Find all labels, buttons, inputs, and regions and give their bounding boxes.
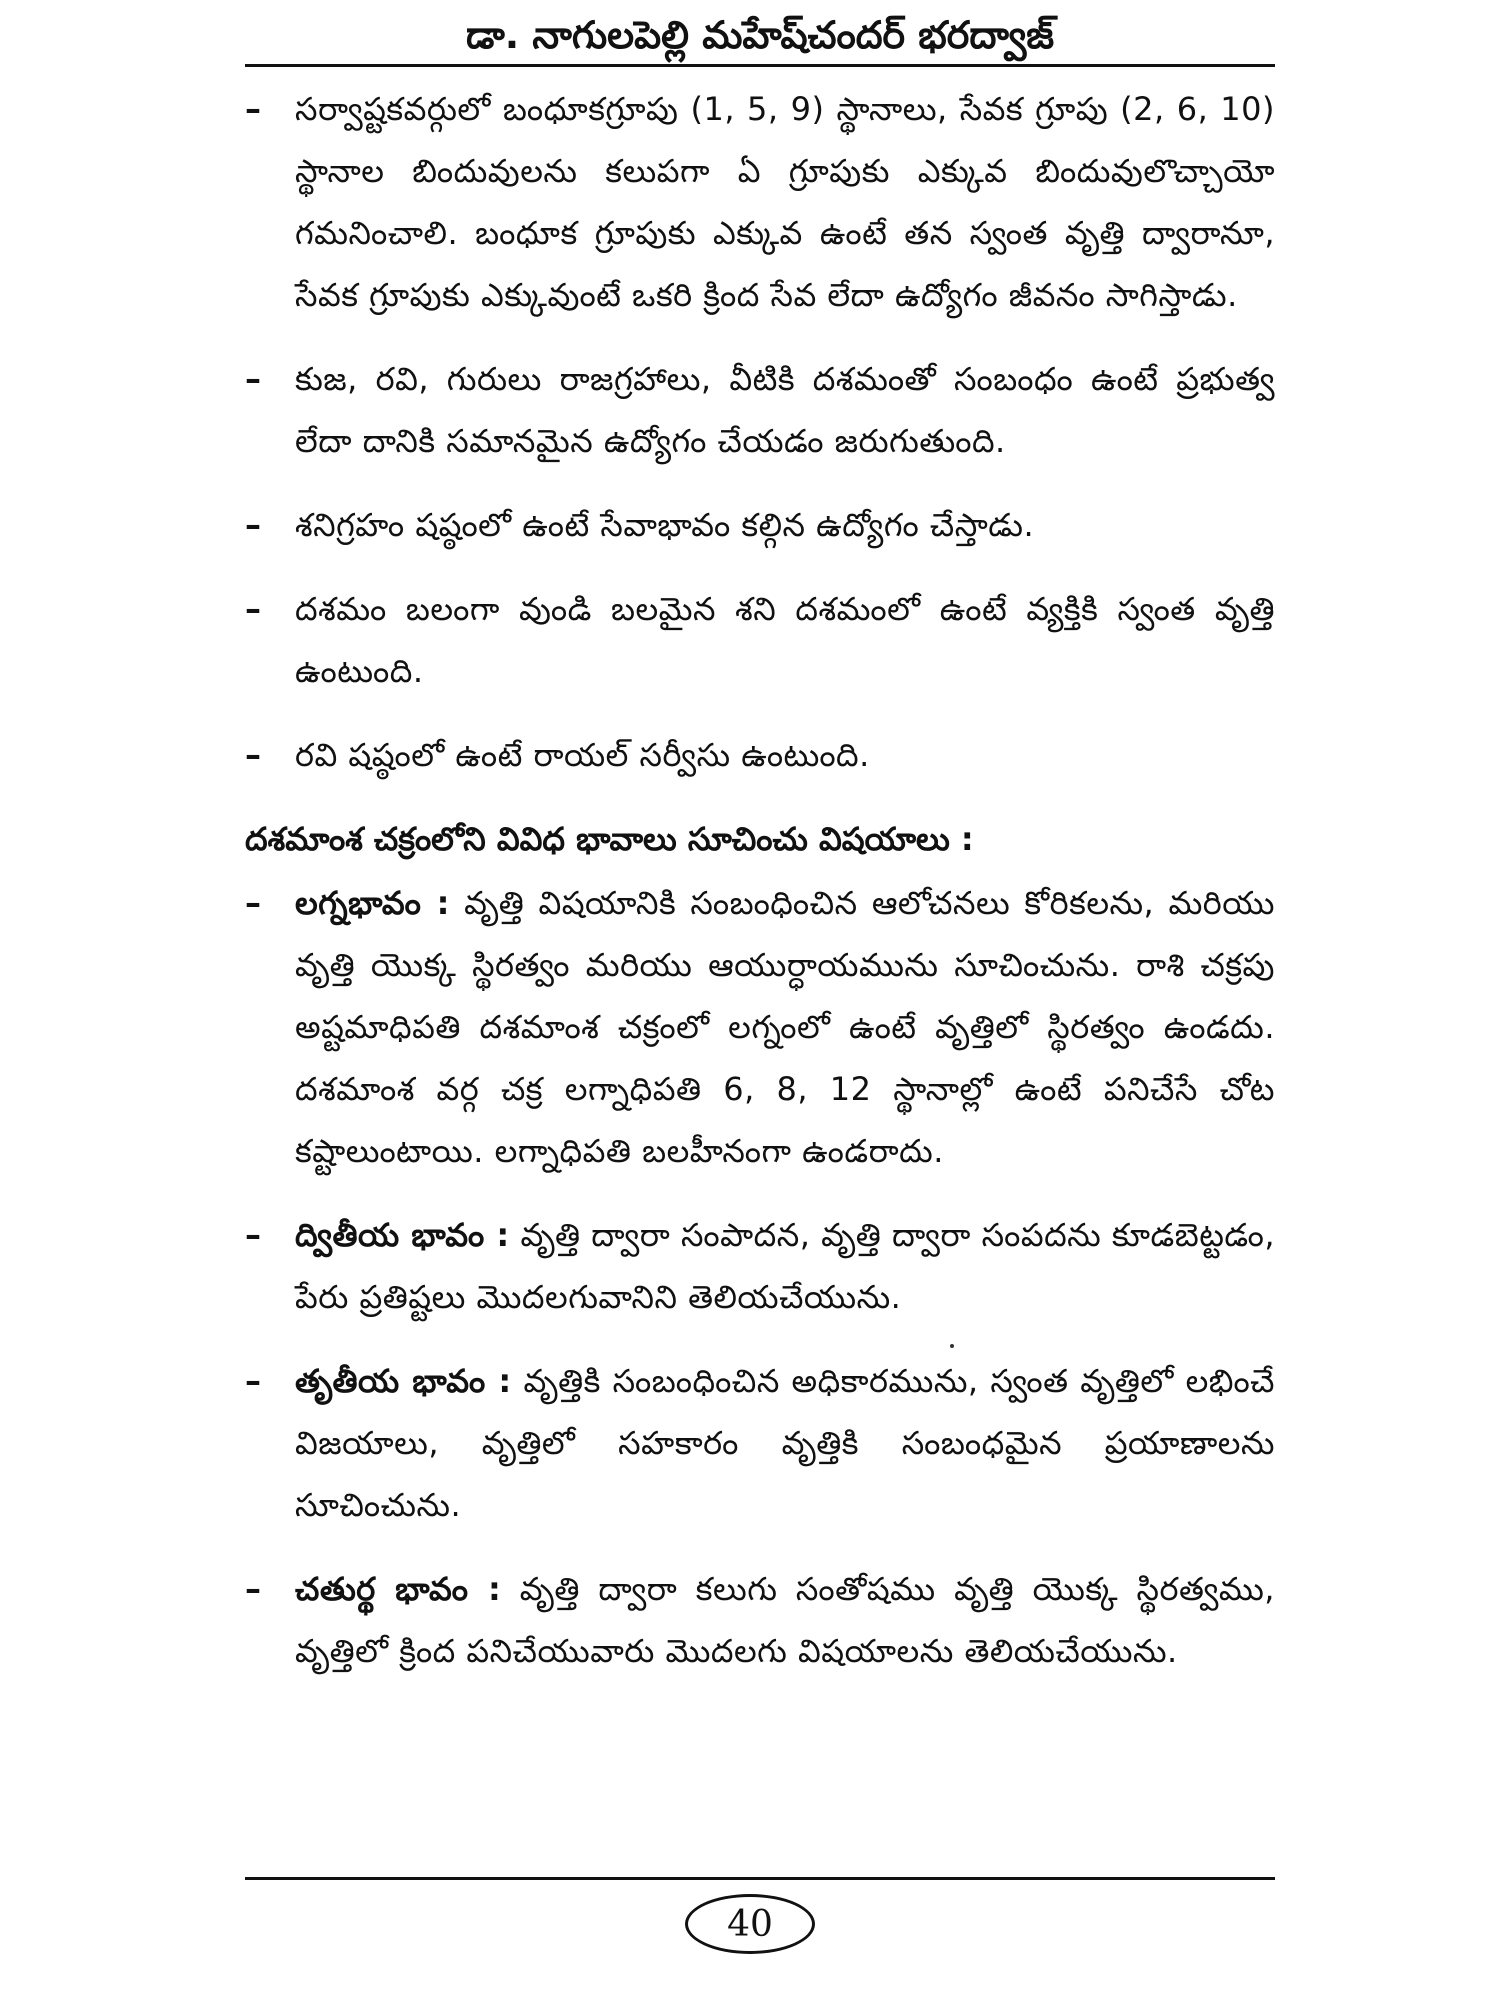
bhava-bullet-list [245, 872, 1275, 1682]
bhava-description: వృత్తి విషయానికి సంబంధించిన ఆలోచనలు కోరికలను, మరియు వృత్తి యొక్క స్థిరత్వం మరియు ఆయుర్ధాయమును సూచించును. రాశి చక్రపు అష్టమాధిపతి దశమాంశ చక్రంలో లగ్నంలో ఉంటే వృత్తిలో స్థిరత్వం ఉండదు. దశమాంశ వర్గ చక్ర లగ్నాధిపతి 6, 8, 12 స్థానాల్లో ఉంటే పనిచేసే చోట కష్టాలుంటాయి. లగ్నాధిపతి బలహీనంగా ఉండరాదు. [295, 884, 1276, 1170]
bhava-description: వృత్తి ద్వారా సంపాదన, వృత్తి ద్వారా సంపదను కూడబెట్టడం, పేరు ప్రతిష్టలు మొదలగువానిని తెలియచేయును. [295, 1216, 1275, 1316]
section-heading: దశమాంశ చక్రంలోని వివిధ భావాలు సూచించు విషయాలు : [245, 820, 974, 858]
running-header-author: డా. నాగులపెల్లి మహేష్‌చందర్ భరద్వాజ్ [465, 13, 1055, 57]
dash-bullet: – [245, 1216, 261, 1254]
bhava-term: తృతీయ భావం : [295, 1362, 512, 1400]
list-item [245, 78, 1275, 326]
list-item [245, 578, 1275, 702]
dash-bullet: – [245, 590, 261, 628]
dash-bullet: – [245, 506, 261, 544]
dash-bullet: – [245, 1570, 261, 1608]
bhava-term: ద్వితీయ భావం : [295, 1216, 510, 1254]
list-item [245, 1350, 1275, 1536]
list-item-text [295, 1204, 1275, 1328]
dash-bullet: – [245, 736, 261, 774]
dash-bullet: – [245, 360, 261, 398]
list-item-text [295, 1350, 1275, 1536]
scan-speck [950, 1344, 954, 1348]
footer-rule [245, 1877, 1275, 1880]
bhava-term: లగ్నభావం : [295, 884, 450, 922]
list-item-text: కుజ, రవి, గురులు రాజగ్రహాలు, వీటికి దశమంతో సంబంధం ఉంటే ప్రభుత్వ లేదా దానికి సమానమైన ఉద్యోగం చేయడం జరుగుతుంది. [295, 360, 1275, 460]
list-item [245, 1558, 1275, 1682]
page-body [245, 78, 1275, 1704]
bhava-description: వృత్తి ద్వారా కలుగు సంతోషము వృత్తి యొక్క స్థిరత్వము, వృత్తిలో క్రింద పనిచేయువారు మొదలగు విషయాలను తెలియచేయును. [295, 1570, 1275, 1670]
dash-bullet: – [245, 884, 261, 922]
list-item-text: రవి షష్ఠంలో ఉంటే రాయల్ సర్వీసు ఉంటుంది. [295, 736, 870, 774]
list-item [245, 494, 1275, 556]
list-item [245, 872, 1275, 1182]
intro-bullet-list [245, 78, 1275, 786]
page-number: 40 [685, 1894, 815, 1954]
bhava-term: చతుర్థ భావం : [295, 1570, 502, 1608]
list-item-text: శనిగ్రహం షష్ఠంలో ఉంటే సేవాభావం కల్గిన ఉద్యోగం చేస్తాడు. [295, 506, 1035, 544]
list-item-text: దశమం బలంగా వుండి బలమైన శని దశమంలో ఉంటే వ్యక్తికి స్వంత వృత్తి ఉంటుంది. [295, 590, 1275, 690]
bhava-description: వృత్తికి సంబంధించిన అధికారమును, స్వంత వృత్తిలో లభించే విజయాలు, వృత్తిలో సహకారం వృత్తికి సంబంధమైన ప్రయాణాలను సూచించును. [295, 1362, 1275, 1524]
header-rule [245, 64, 1275, 67]
list-item [245, 348, 1275, 472]
dash-bullet: – [245, 1362, 261, 1400]
list-item-text [295, 1558, 1275, 1682]
list-item [245, 1204, 1275, 1328]
list-item [245, 724, 1275, 786]
list-item-text [295, 872, 1275, 1182]
dash-bullet: – [245, 90, 261, 128]
list-item-text: సర్వాష్టకవర్గులో బంధూకగ్రూపు (1, 5, 9) స్థానాలు, సేవక గ్రూపు (2, 6, 10) స్థానాల బిందువులను కలుపగా ఏ గ్రూపుకు ఎక్కువ బిందువులొచ్చాయో గమనించాలి. బంధూక గ్రూపుకు ఎక్కువ ఉంటే తన స్వంత వృత్తి ద్వారానూ, సేవక గ్రూపుకు ఎక్కువుంటే ఒకరి క్రింద సేవ లేదా ఉద్యోగం జీవనం సాగిస్తాడు. [295, 90, 1275, 314]
